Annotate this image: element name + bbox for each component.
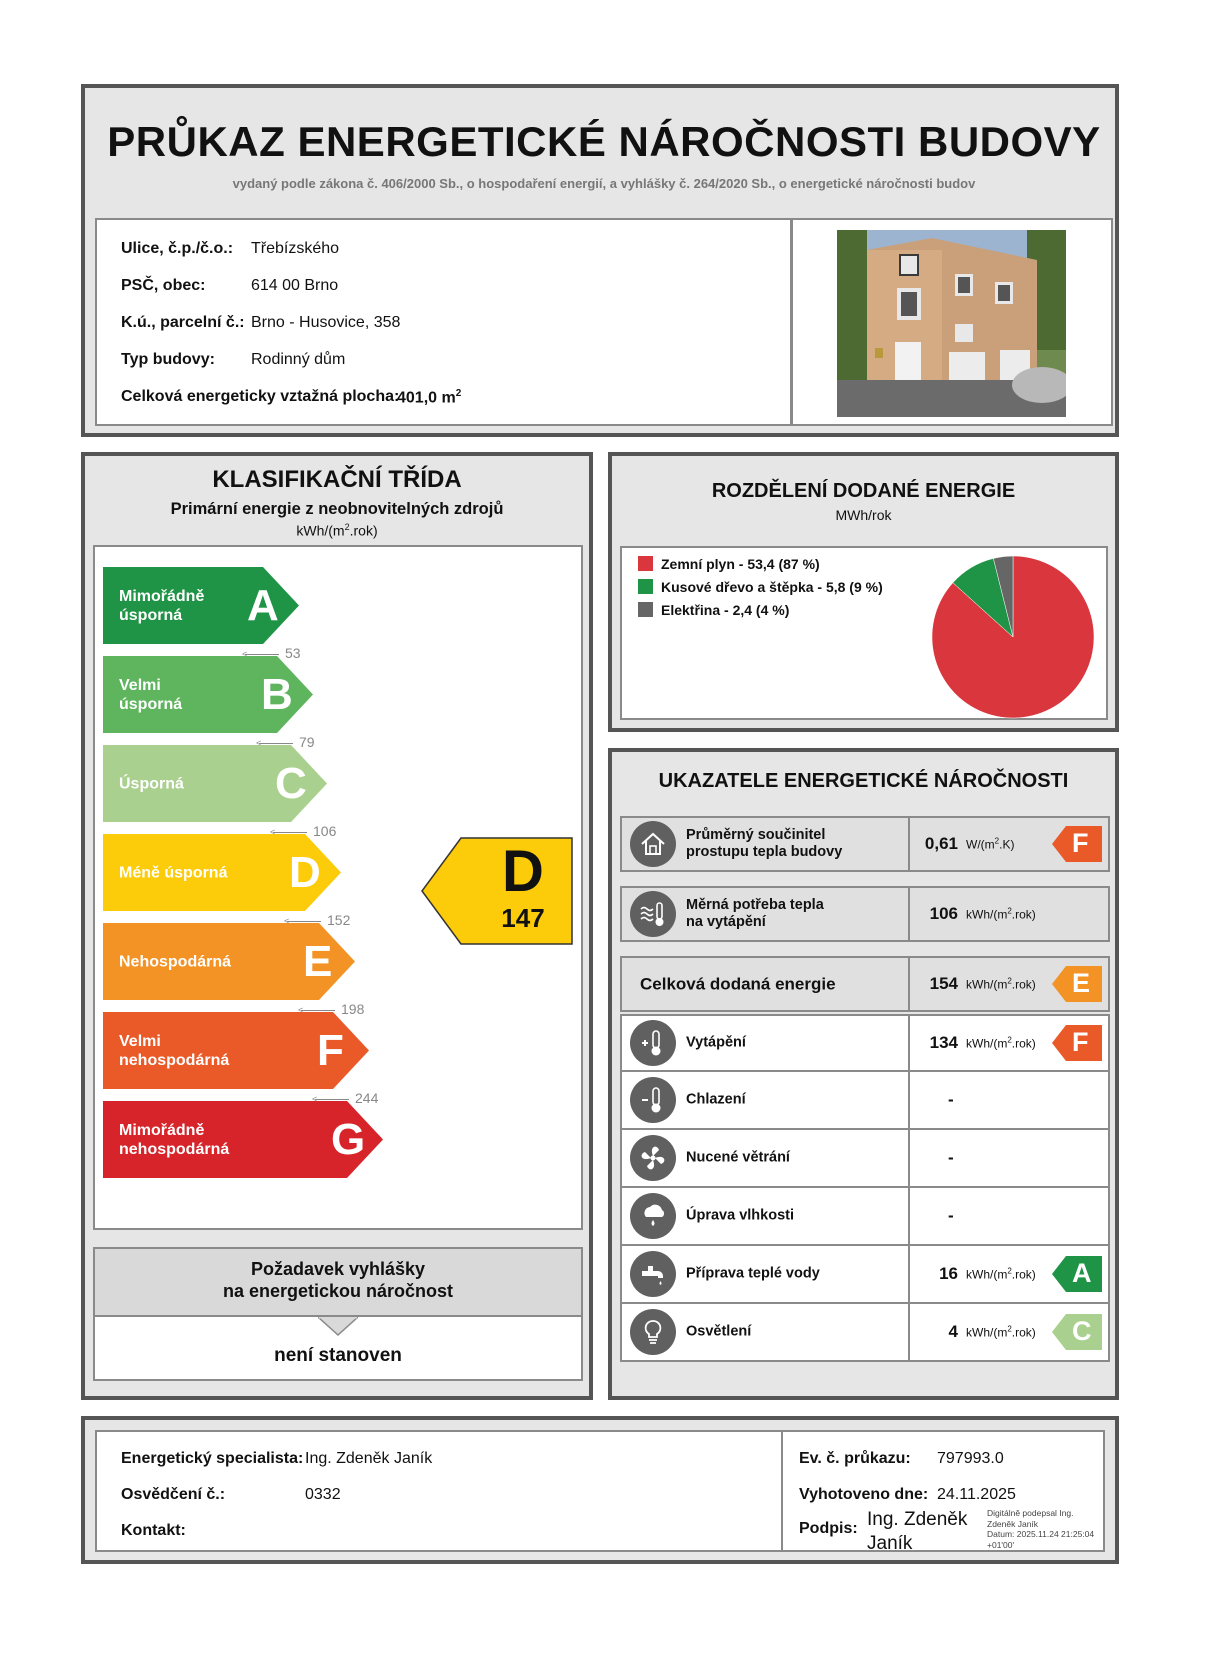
page-title: PRŮKAZ ENERGETICKÉ NÁROČNOSTI BUDOVY xyxy=(107,118,1101,165)
indicator-class-letter: C xyxy=(1072,1316,1092,1346)
class-label-b: Velmi úsporná xyxy=(119,676,183,713)
legend-item xyxy=(638,556,820,572)
building-photo xyxy=(837,230,1066,417)
date-value: 24.11.2025 xyxy=(937,1486,1016,1503)
class-letter-c: C xyxy=(275,758,307,808)
specialist-label: Energetický specialista: xyxy=(121,1450,304,1467)
indicator-value: 134 xyxy=(929,1033,958,1052)
class-letter-b: B xyxy=(261,669,293,719)
faucet-icon xyxy=(630,1251,676,1297)
class-letter-e: E xyxy=(303,936,333,986)
building-info-panel xyxy=(95,218,792,426)
header-section xyxy=(81,84,1119,437)
legend-item xyxy=(638,602,789,618)
type-label: Typ budovy: xyxy=(121,351,215,368)
class-arrow-d xyxy=(103,834,341,911)
class-arrow-g xyxy=(103,1101,383,1178)
class-threshold xyxy=(270,823,337,839)
pie-chart xyxy=(930,554,1096,720)
ku-label: K.ú., parcelní č.: xyxy=(121,314,245,331)
indicator-value-cell xyxy=(908,1246,1110,1302)
indicator-name: Měrná potřeba tepla na vytápění xyxy=(686,897,824,930)
legend-item xyxy=(638,579,883,595)
class-letter-f: F xyxy=(317,1025,344,1075)
class-letter-g: G xyxy=(331,1114,366,1164)
indicator-row xyxy=(620,816,1110,872)
indicator-class-badge xyxy=(1052,1025,1102,1061)
indicator-value: 4 xyxy=(948,1322,958,1341)
threshold-arrow-line: < xyxy=(287,921,321,922)
requirement-box xyxy=(93,1247,583,1381)
indicator-class-letter: A xyxy=(1072,1258,1092,1288)
area-value: 401,0 $m^2$ xyxy=(397,388,462,407)
threshold-value: 152 xyxy=(327,912,351,928)
threshold-value: 198 xyxy=(341,1001,365,1017)
indicator-class-badge xyxy=(1052,826,1102,862)
type-value: Rodinný dům xyxy=(251,351,346,368)
sign-label: Podpis: xyxy=(799,1520,858,1537)
indicator-class-badge xyxy=(1052,1314,1102,1350)
indicators-section xyxy=(608,748,1119,1400)
class-threshold xyxy=(256,734,315,750)
class-arrow-e xyxy=(103,923,355,1000)
indicator-value-cell xyxy=(908,1304,1110,1360)
fan-icon xyxy=(630,1135,676,1181)
distribution-title: ROZDĚLENÍ DODANÉ ENERGIE xyxy=(711,480,1016,502)
class-threshold xyxy=(312,1090,379,1106)
indicators-title: UKAZATELE ENERGETICKÉ NÁROČNOSTI xyxy=(658,770,1069,792)
class-letter-a: A xyxy=(247,580,279,630)
light-bulb-icon xyxy=(630,1309,676,1355)
legend-swatch xyxy=(638,556,653,571)
class-label-e: Nehospodárná xyxy=(119,953,232,970)
result-class-marker xyxy=(421,837,573,945)
indicator-unit: kWh/$(m^2.rok)$ xyxy=(966,976,1036,992)
class-arrow-c xyxy=(103,745,327,822)
psc-value: 614 00 Brno xyxy=(251,277,339,294)
indicator-name: Průměrný součinitel prostupu tepla budovy xyxy=(686,827,843,860)
requirement-title-line2: na energetickou náročnost xyxy=(222,1281,454,1301)
requirement-pointer xyxy=(318,1317,358,1337)
threshold-arrow-line: < xyxy=(259,743,293,744)
indicator-value-cell xyxy=(908,958,1110,1010)
threshold-arrow-line: < xyxy=(245,654,279,655)
indicator-name: Vytápění xyxy=(686,1034,746,1051)
footer-panel xyxy=(95,1430,1105,1552)
indicator-unit: $W/(m^2.K)$ xyxy=(966,836,1015,852)
class-label-d: Méně úsporná xyxy=(119,864,228,881)
indicator-row xyxy=(620,1014,1110,1072)
classification-subtitle: Primární energie z neobnovitelných zdrojů xyxy=(170,500,504,518)
result-class-value: 147 xyxy=(501,903,545,933)
indicator-row xyxy=(620,956,1110,1012)
classification-title: KLASIFIKAČNÍ TŘÍDA xyxy=(212,466,462,493)
result-class-letter: D xyxy=(502,839,544,904)
digital-signature-stamp: Digitálně podepsal Ing. Zdeněk Janík Datum: 2025.11.24 21:25:04 +01'00' xyxy=(987,1508,1095,1550)
threshold-arrow-line: < xyxy=(301,1010,335,1011)
legend-label: Kusové dřevo a štěpka - 5,8 (9 %) xyxy=(661,579,883,595)
cert-value: 0332 xyxy=(305,1486,341,1503)
indicator-value-cell xyxy=(908,818,1110,870)
class-arrow-a xyxy=(103,567,299,644)
class-threshold xyxy=(298,1001,365,1017)
heat-demand-icon xyxy=(630,891,676,937)
indicator-class-letter: F xyxy=(1072,828,1089,858)
signature-name xyxy=(867,1508,967,1556)
cooling-thermometer-icon xyxy=(630,1077,676,1123)
class-label-a: Mimořádně úsporná xyxy=(119,587,205,624)
indicator-value-cell xyxy=(908,1130,1110,1186)
distribution-unit: MWh/rok xyxy=(835,507,892,523)
cert-label: Osvědčení č.: xyxy=(121,1486,226,1503)
indicator-name: Celková dodaná energie xyxy=(640,974,836,994)
threshold-value: 79 xyxy=(299,734,315,750)
signature-name-line2: Janík xyxy=(867,1533,913,1554)
contact-label: Kontakt: xyxy=(121,1522,186,1539)
energy-scale-panel xyxy=(93,545,583,1230)
class-label-f: Velmi nehospodárná xyxy=(119,1032,230,1069)
house-icon xyxy=(630,821,676,867)
legend-label: Elektřina - 2,4 (4 %) xyxy=(661,602,790,618)
class-label-c: Úsporná xyxy=(119,775,184,792)
building-photo-panel xyxy=(791,218,1113,426)
indicator-value-cell xyxy=(908,1188,1110,1244)
indicator-unit: kWh/$(m^2.rok)$ xyxy=(966,1324,1036,1340)
class-letter-d: D xyxy=(289,847,321,897)
indicator-value: 0,61 xyxy=(924,834,958,853)
class-label-g: Mimořádně nehospodárná xyxy=(119,1121,230,1158)
threshold-value: 244 xyxy=(355,1090,379,1106)
indicator-value: 154 xyxy=(929,974,958,993)
indicator-row xyxy=(620,1130,1110,1188)
threshold-value: 106 xyxy=(313,823,337,839)
street-value: Třebízského xyxy=(251,240,340,257)
indicator-unit: kWh/$(m^2.rok)$ xyxy=(966,906,1036,922)
class-threshold xyxy=(242,645,301,661)
indicator-value: 16 xyxy=(939,1264,958,1283)
indicator-value: - xyxy=(948,1148,954,1167)
class-arrow-f xyxy=(103,1012,369,1089)
indicator-row xyxy=(620,1304,1110,1362)
indicator-name: Nucené větrání xyxy=(686,1149,790,1166)
indicator-name: Příprava teplé vody xyxy=(686,1265,820,1282)
indicator-row xyxy=(620,1246,1110,1304)
indicator-unit: kWh/$(m^2.rok)$ xyxy=(966,1035,1036,1051)
legend-label: Zemní plyn - 53,4 (87 %) xyxy=(661,556,820,572)
date-label: Vyhotoveno dne: xyxy=(799,1486,929,1503)
indicator-value-cell xyxy=(908,888,1110,940)
ku-value: Brno - Husovice, 358 xyxy=(251,314,401,331)
energy-distribution-section xyxy=(608,452,1119,732)
indicator-class-badge xyxy=(1052,1256,1102,1292)
requirement-value: není stanoven xyxy=(274,1345,402,1366)
area-label: Celková energeticky vztažná plocha: xyxy=(121,388,400,405)
indicator-row xyxy=(620,886,1110,942)
signature-name-line1: Ing. Zdeněk xyxy=(867,1509,968,1530)
indicator-value: - xyxy=(948,1090,954,1109)
distribution-chart-panel xyxy=(620,546,1108,720)
footer-section xyxy=(81,1416,1119,1564)
indicator-value-cell xyxy=(908,1072,1110,1128)
indicator-value: - xyxy=(948,1206,954,1225)
indicator-class-badge xyxy=(1052,966,1102,1002)
ev-value: 797993.0 xyxy=(937,1450,1004,1467)
threshold-value: 53 xyxy=(285,645,301,661)
indicator-unit: kWh/$(m^2.rok)$ xyxy=(966,1266,1036,1282)
heating-thermometer-icon xyxy=(630,1020,676,1066)
classification-section xyxy=(81,452,593,1400)
indicator-name: Osvětlení xyxy=(686,1323,752,1340)
threshold-arrow-line: < xyxy=(315,1099,349,1100)
requirement-title-line1: Požadavek vyhlášky xyxy=(250,1259,426,1279)
footer-divider xyxy=(781,1432,783,1550)
indicator-name: Úprava vlhkosti xyxy=(686,1207,794,1224)
indicator-value-cell xyxy=(908,1016,1110,1070)
indicator-value: 106 xyxy=(929,904,958,923)
indicator-class-letter: E xyxy=(1072,968,1091,998)
indicator-class-letter: F xyxy=(1072,1027,1089,1057)
class-arrow-b xyxy=(103,656,313,733)
humidity-icon xyxy=(630,1193,676,1239)
classification-unit: kWh/$(m^2.rok)$ xyxy=(296,522,378,539)
page-subtitle: vydaný podle zákona č. 406/2000 Sb., o hospodaření energií, a vyhlášky č. 264/2020 Sb., o energetické náročnosti budov xyxy=(232,176,976,191)
class-threshold xyxy=(284,912,351,928)
indicator-row xyxy=(620,1072,1110,1130)
indicator-name: Chlazení xyxy=(686,1091,746,1108)
legend-swatch xyxy=(638,602,653,617)
street-label: Ulice, č.p./č.o.: xyxy=(121,240,234,257)
specialist-value: Ing. Zdeněk Janík xyxy=(305,1450,433,1467)
psc-label: PSČ, obec: xyxy=(121,277,206,294)
legend-swatch xyxy=(638,579,653,594)
indicator-row xyxy=(620,1188,1110,1246)
threshold-arrow-line: < xyxy=(273,832,307,833)
ev-label: Ev. č. průkazu: xyxy=(799,1450,911,1467)
